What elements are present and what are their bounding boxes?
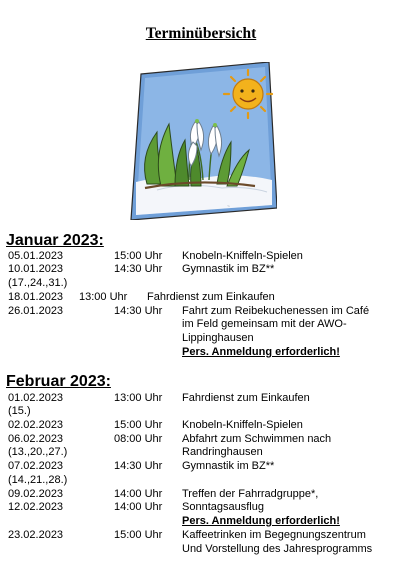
snowdrops-and-sun-illustration <box>127 62 277 220</box>
svg-text:~: ~ <box>227 204 230 210</box>
registration-notice: Pers. Anmeldung erforderlich! <box>182 515 340 527</box>
page-title: Terminübersicht <box>145 25 257 42</box>
month-heading-januar: Januar 2023: <box>6 232 104 249</box>
registration-notice: Pers. Anmeldung erforderlich! <box>182 346 340 358</box>
month-heading-februar: Februar 2023: <box>6 373 111 390</box>
